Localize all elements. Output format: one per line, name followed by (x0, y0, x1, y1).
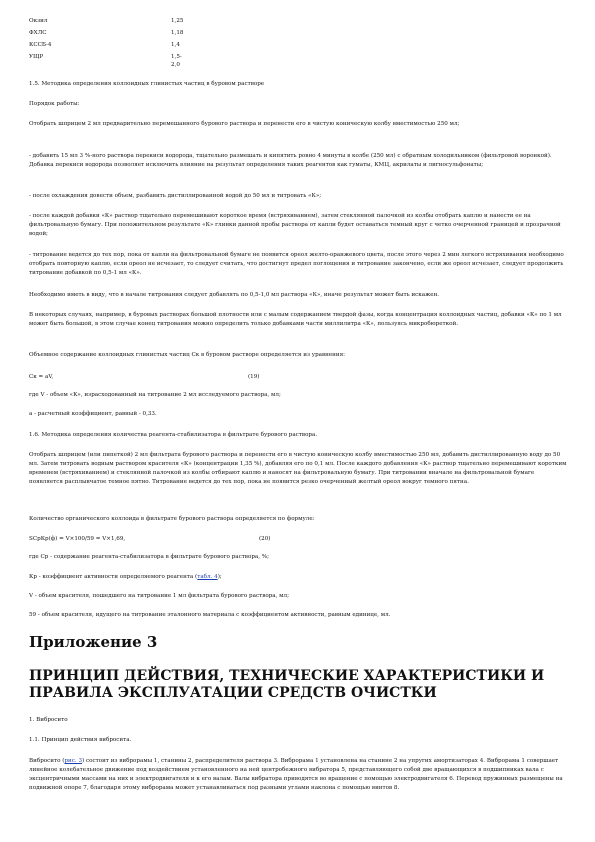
text: Вибросито ( (29, 758, 65, 764)
paragraph: - после каждой добавки «К» раствор тщательно перемешивают короткое время (встряхиванием), затем стеклянной палочкой из колбы отобрать каплю и нанести ее на фильтровальную бумагу. При положительном результате «К» глинки данной пробы раствора от капли будет оставаться темный круг с четко очерченной границей и прозрачной водой; (29, 213, 561, 237)
section-1-title: 1. Вибросито (29, 717, 68, 723)
formula-number: (19) (248, 374, 260, 380)
section-1-6-title: 1.6. Методика определения количества реагента-стабилизатора в фильтрате бурового раствора. (29, 432, 318, 438)
table-value: 1,4 (171, 42, 180, 48)
table-value: 1,25 (171, 18, 184, 24)
table-key: УЩР (29, 54, 44, 60)
formula-text: SСрКр(ф) = V×100/59 = V×1,69, (29, 536, 126, 542)
figure-3-link[interactable]: рис. 3 (64, 758, 83, 764)
paragraph: а - расчетный коэффициент, равный - 0,33. (29, 411, 157, 417)
paragraph: В некоторых случаях, например, в буровых растворах большой плотности или с малым содержанием твердой фазы, когда концентрация коллоидных частиц, добавки «К» по 1 мл может быть большой, в этом случае конец титрования можно определить только добавками части миллилитра «К», пользуясь микробюреткой. (29, 312, 562, 327)
paragraph: Отобрать шприцем 2 мл предварительно перемешанного бурового раствора и перенести его в чистую коническую колбу вместимостью 250 мл; (29, 121, 460, 127)
paragraph: - добавить 15 мл 3 %-ного раствора перекиси водорода, тщательно размешать и кипятить ровно 4 минуты в колбе (250 мл) с обратным холодильником (фильтровой воронкой). Добавка перекиси водорода позволяет исключить влияние на результат определения таких реагентов как гуматы, КМЦ, акрилаты и лигносульфонаты; (29, 153, 552, 168)
text: ) состоит из виброрамы 1, станины 2, распределителя раствора 3. Виброрама 1 установлена на станине 2 на упругих амортизаторах 4. Виброрама 1 совершает линейное колебательное движение под воздействием установленного на ней центробежного вибратора 5, представляющего собой две вращающихся в подшипниках вала с эксцентричными массами на них и электродвигателя и к его валам. Валы вибратора приводятся во вращение с помощью электродвигателя 6. Перевод пружинных размещены на подвижной опоре 7, благодаря этому виброрама может устанавливаться под разными углами наклона с помощью винтов 8. (29, 758, 563, 791)
text: ); (217, 574, 222, 580)
appendix-title: Приложение 3 (29, 633, 158, 651)
section-1-1-title: 1.1. Принцип действия вибросита. (29, 737, 132, 743)
work-order-label: Порядок работы: (29, 101, 80, 107)
paragraph: Объемное содержание коллоидных глинистых частиц Ск в буровом растворе определяется из уравнения: (29, 352, 346, 358)
paragraph: Количество органического коллоида в фильтрате бурового раствора определяется по формуле: (29, 516, 315, 522)
formula-text: Ск = аV, (29, 374, 54, 380)
paragraph: - после охлаждения довести объем, разбавить дистиллированной водой до 50 мл и титровать «К»; (29, 193, 322, 199)
text: Кр - коэффициент активности определяемого реагента ( (29, 574, 198, 580)
table-key: КССБ-4 (29, 42, 52, 48)
paragraph (29, 757, 569, 793)
section-1-5-title: 1.5. Методика определения коллоидных глинистых частиц в буровом растворе (29, 81, 265, 87)
table-4-link[interactable]: табл. 4 (197, 574, 218, 580)
appendix-subtitle: ПРИНЦИП ДЕЙСТВИЯ, ТЕХНИЧЕСКИЕ ХАРАКТЕРИСТИКИ И ПРАВИЛА ЭКСПЛУАТАЦИИ СРЕДСТВ ОЧИСТКИ (29, 668, 545, 701)
paragraph: Отобрать шприцем (или пипеткой) 2 мл фильтрата бурового раствора и перенести его в чистую коническую колбу вместимостью 250 мл, добавить дистиллированную воду до 50 мл. Затем титровать водным раствором красителя «К» (концентрации 1,35 %), добавляя его по 0,1 мл. После каждого добавления «К» раствор тщательно перемешивают коротким временем (встряхиванием) и стеклянной палочкой из колбы отбирают каплю и наносят на фильтровальную бумагу. При титровании вначале на фильтровальной бумаге появляется расплывчатое темное пятно. Титрование ведется до тех пор, пока не появится резко очерченный желтый ореол вокруг темного пятна. (29, 452, 567, 485)
paragraph: 59 - объем красителя, идущего на титрование эталонного материала с коэффициентом активности, равным единице, мл. (29, 612, 391, 618)
paragraph: где V - объем «К», израсходованный на титрование 2 мл исследуемого раствора, мл; (29, 392, 281, 398)
formula-number: (20) (259, 536, 271, 542)
paragraph (29, 573, 569, 582)
table-key: ФХЛС (29, 30, 47, 36)
paragraph: - титрование ведется до тех пор, пока от капли на фильтровальной бумаге не появится ореол желто-оранжевого цвета, после этого через 2 мин легкого встряхивания необходимо отобрать повторную каплю, если ореол не исчезает, то следует считать, что достигнут предел поглощения и титрование закончено, если же ореол исчезает, следует продолжить титрование добавкой по 0,5-1 мл «К». (29, 252, 564, 276)
table-value: 1,18 (171, 30, 184, 36)
table-key: Окзил (29, 18, 48, 24)
paragraph: Необходимо иметь в виду, что в начале титрования следует добавлять по 0,5-1,0 мл раствора «К», иначе результат может быть искажен. (29, 292, 440, 298)
paragraph: V - объем красителя, пошедшего на титрование 1 мл фильтрата бурового раствора, мл; (29, 593, 289, 599)
paragraph: где Ср - содержание реагента-стабилизатора в фильтрате бурового раствора, %; (29, 554, 269, 560)
table-value: 1,5-2,0 (171, 54, 182, 68)
